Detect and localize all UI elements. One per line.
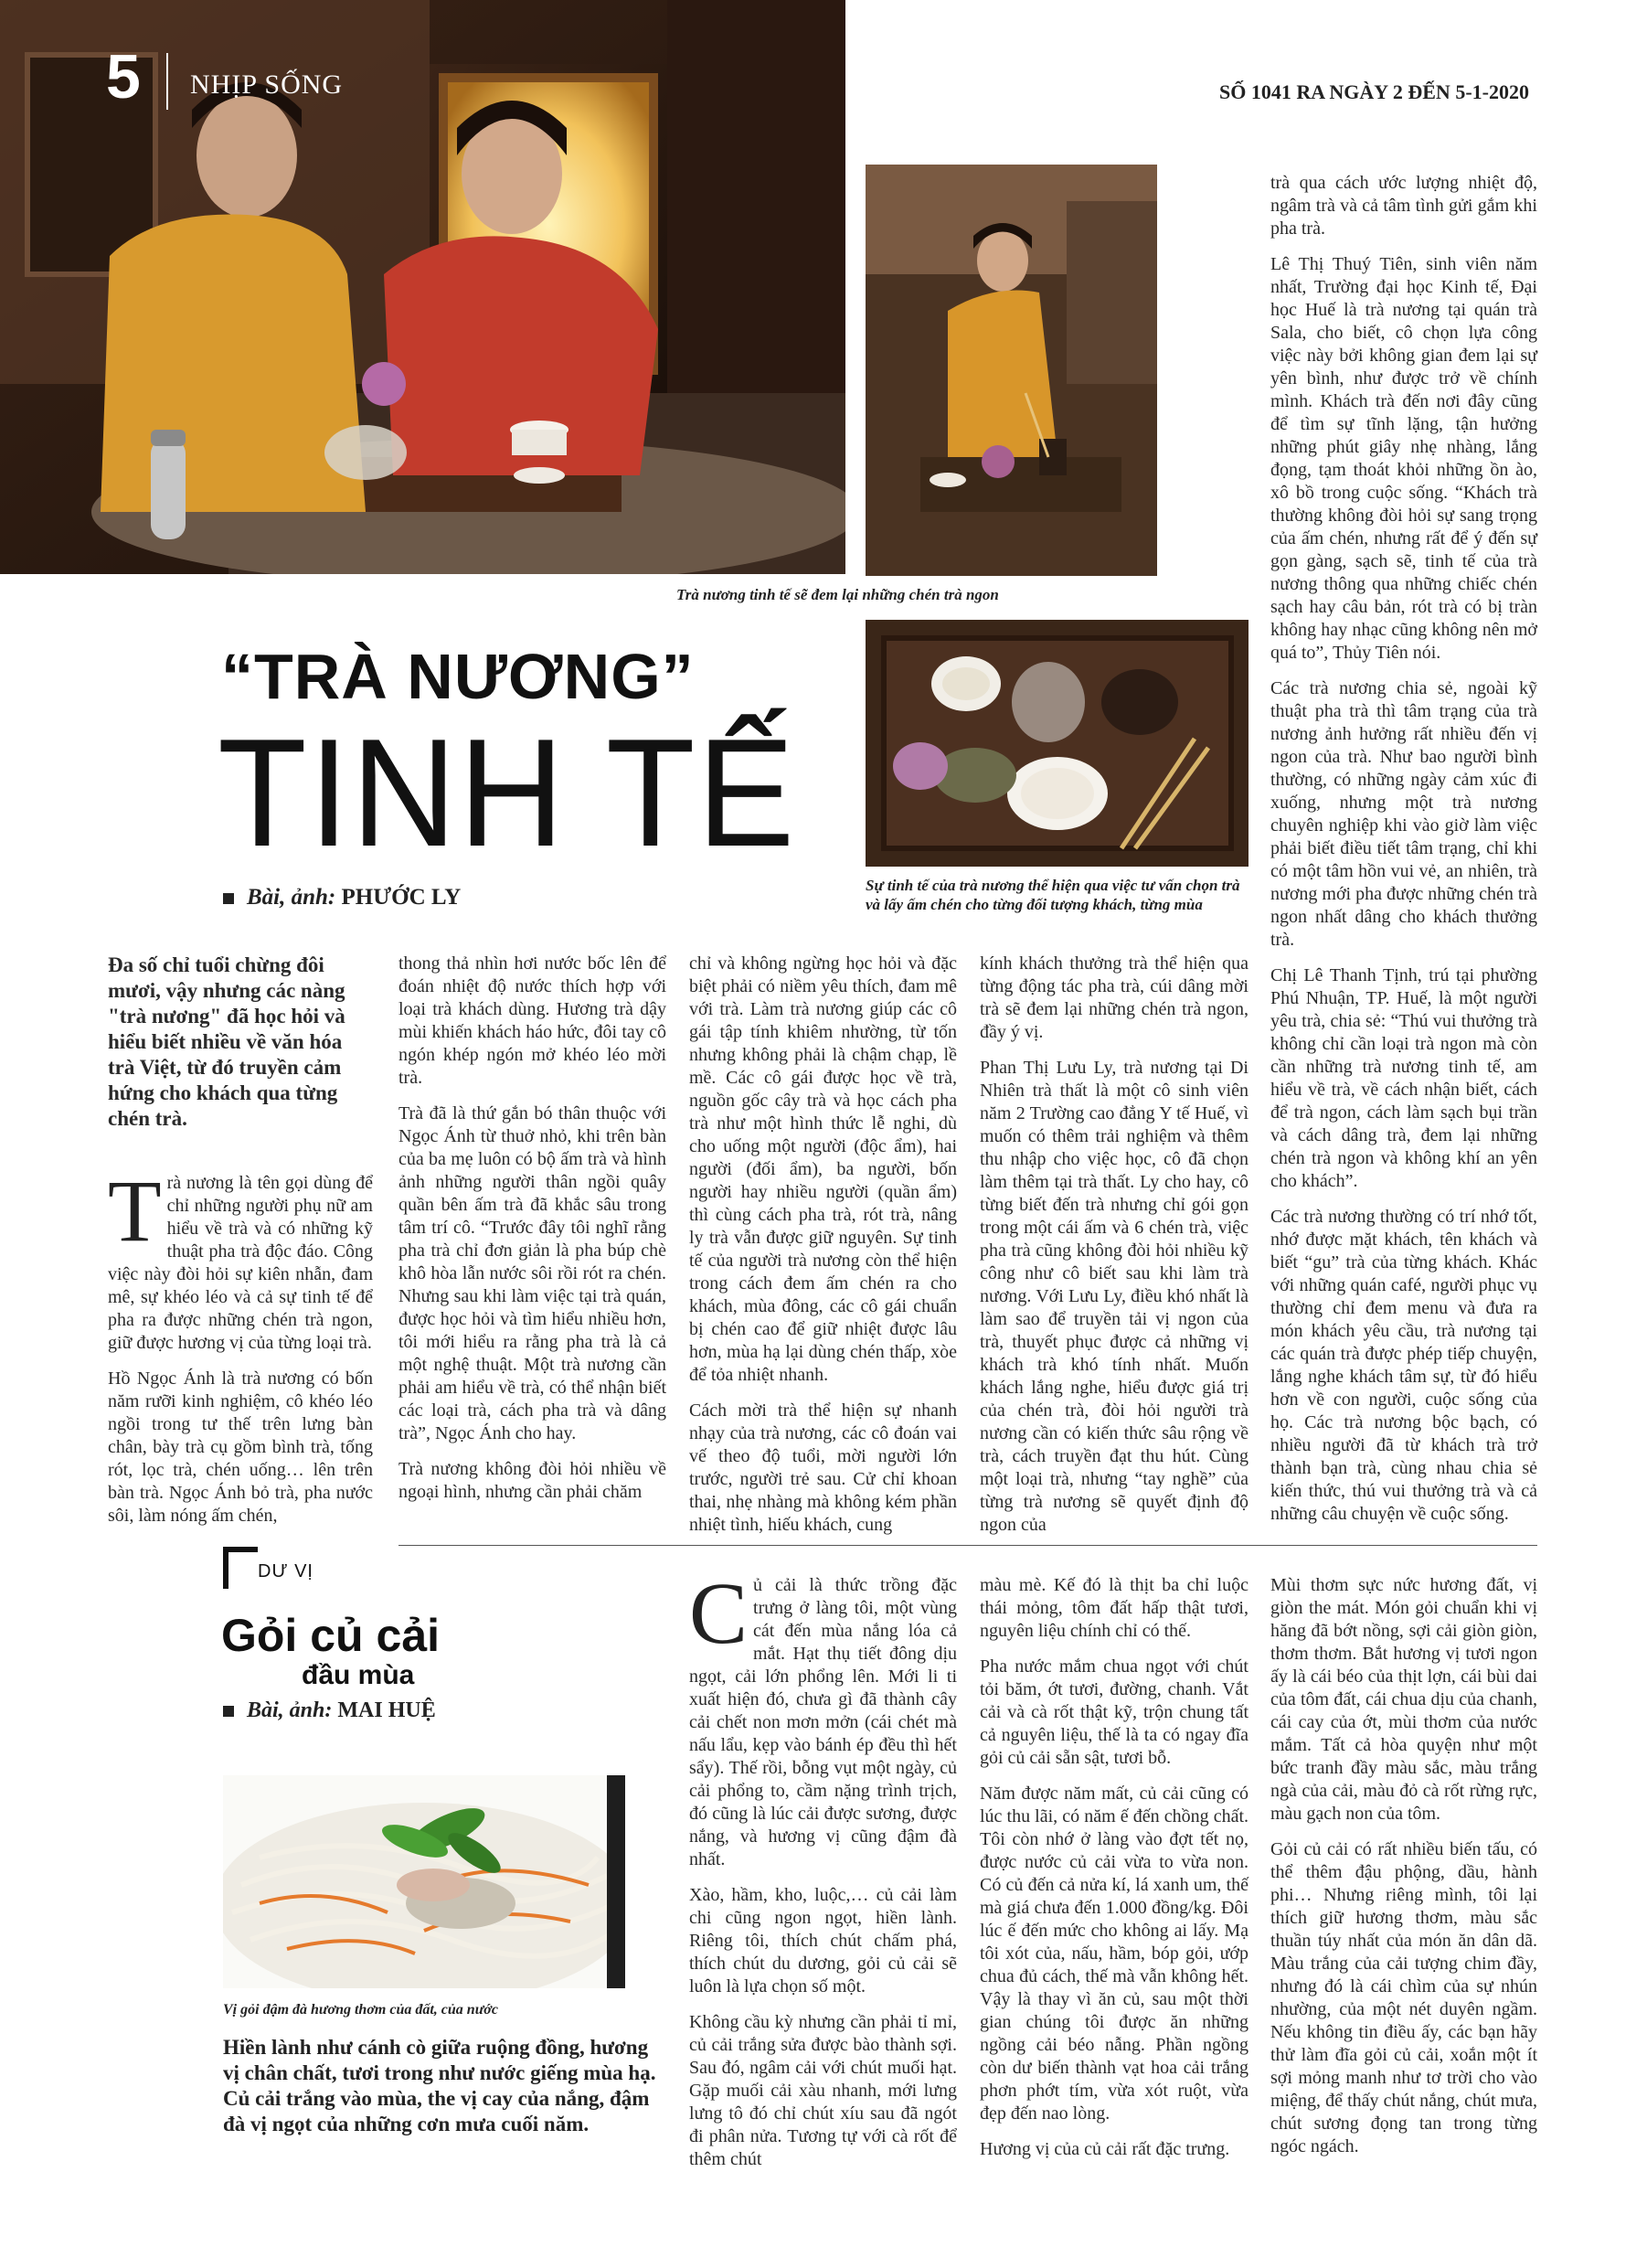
article1-col5-p4: Chị Lê Thanh Tịnh, trú tại phường Phú Nhuận, TP. Huế, là một người yêu trà, chia sẻ: “Thú vui thưởng trà không chỉ cần loại trà ngon mà còn cần những trà nương tinh tế, am hiểu về trà, về cách nhận biết, cách để trà ngon, cách làm sạch bụi trần và cách dâng trà, đem lại những chén trà ngon và không khí an yên cho khách”.	[1270, 965, 1537, 1191]
article-title-line2: TINH TẾ	[218, 706, 797, 878]
article2-column-3	[1270, 1574, 1537, 2171]
article2-lead: Hiền lành như cánh cò giữa ruộng đồng, hương vị chân chất, tươi trong như nước giếng mùa hạ. Củ cải trắng vào mùa, the vị cay của nắng, đậm đà vị ngọt của những cơn mưa cuối năm.	[223, 2036, 656, 2135]
byline-name: PHƯỚC LY	[341, 885, 462, 910]
dropcap-c: C	[689, 1564, 749, 1662]
caption-top-photo: Trà nương tinh tế sẽ đem lại những chén trà ngon	[676, 586, 999, 603]
article1-col1-p2: Hồ Ngọc Ánh là trà nương có bốn năm rưỡi kinh nghiệm, cô khéo léo ngồi trong tư thế trên lưng bàn chân, bày trà cụ gồm bình trà, tống rót, lọc trà, chén uống… lên trên bàn trà. Ngọc Ánh bỏ trà, pha nước sôi, làm nóng ấm chén,	[108, 1368, 373, 1526]
salad-photo-illustration	[223, 1775, 625, 1988]
article1-lead: Đa số chỉ tuổi chừng đôi mươi, vậy nhưng các nàng "trà nương" đã học hỏi và hiểu biết nhiều về văn hóa trà Việt, từ đó truyền cảm hứng cho khách qua từng chén trà.	[108, 953, 345, 1130]
article1-column-1	[108, 953, 373, 1540]
caption-salad-photo: Vị gỏi đậm đà hương thơm của đất, của nước	[223, 2002, 498, 2018]
photo-radish-salad	[223, 1775, 625, 1988]
article2-column-2	[980, 1574, 1249, 2174]
article1-col2-p2: Trà đã là thứ gắn bó thân thuộc với Ngọc Ánh từ thuở nhỏ, khi trên bàn của ba mẹ luôn có bộ ấm trà và hình ảnh những người thân ngồi quây quần bên ấm trà đã khắc sâu trong tâm trí cô. “Trước đây tôi nghĩ rằng pha trà chỉ đơn giản là pha búp chè khô hòa lẫn nước sôi rồi rót ra chén. Nhưng sau khi làm việc tại trà quán, được học hỏi và tìm hiểu nhiều hơn, tôi mới hiểu ra rằng pha trà là cả một nghệ thuật. Một trà nương cần phải am hiểu về trà, có thể nhận biết các loại trà, cách pha trà và dâng trà”, Ngọc Ánh cho hay.	[398, 1103, 666, 1443]
kicker-box	[223, 1547, 258, 1589]
article1-col4-p1: kính khách thưởng trà thể hiện qua từng động tác pha trà, cúi dâng mời trà sẽ đem lại những chén trà ngon, đầy ý vị.	[980, 953, 1249, 1042]
article1-col4-p2: Phan Thị Lưu Ly, trà nương tại Di Nhiên trà thất là một cô sinh viên năm 2 Trường cao đẳng Y tế Huế, vì muốn có thêm trải nghiệm và thêm thu nhập cho việc học, cô đã chọn làm thêm tại trà thất. Ly cho hay, cô từng biết đến trà nhưng chỉ gói gọn trong một cái ấm và 6 chén trà, việc pha trà cũng không đòi hỏi nhiều kỹ công như cô biết sau khi làm trà nương. Với Lưu Ly, điều khó nhất là làm sao để truyền tải vị ngon của trà, thuyết phục được cả những vị khách trà khó tính nhất. Muốn khách lắng nghe, hiểu được giá trị của chén trà, đòi hỏi người trà nương cần có kiến thức sâu rộng về trà, cách truyền đạt thu hút. Cùng một loại trà, nhưng “tay nghề” của từng trà nương sẽ quyết định độ ngon của	[980, 1058, 1249, 1535]
photo-tea-tray	[866, 620, 1249, 867]
byline-square	[223, 893, 234, 904]
article2-title: Gỏi củ cải	[221, 1610, 440, 1661]
section-name: NHỊP SỐNG	[190, 69, 344, 100]
article1-col3-p2: Cách mời trà thể hiện sự nhanh nhạy của trà nương, các cô đoán vai vế theo độ tuổi, mời người lớn trước, người trẻ sau. Cử chỉ khoan thai, nhẹ nhàng mà không kém phần nhiệt tình, hiếu khách, cung	[689, 1400, 957, 1535]
article2-col1-p1: ủ cải là thức trồng đặc trưng ở làng tôi, một vùng cát đến mùa nắng lóa cả mắt. Hạt thụ tiết đông dịu ngọt, cải lớn phổng lên. Mới li ti xuất hiện đó, chưa gì đã thành cây cải chết non mơn mởn (cái chét mà nấu lẩu, kẹp vào bánh ép đều thì hết sẩy). Thế rồi, bỗng vụt một ngày, củ cải phổng to, cầm nặng trình trịch, đó cũng là lúc cải được sương, được nắng, và hương vị cũng đậm đà nhất.	[689, 1575, 957, 1869]
article1-col3-p1: chỉ và không ngừng học hỏi và đặc biệt phải có niềm yêu thích, đam mê với trà. Làm trà nương giúp các cô gái tập tính khiêm nhường, từ tốn nhưng không phải là chậm chạp, lề mề. Các cô gái được học về trà, nguồn gốc cây trà và học cách pha trà như một hình thức lễ nghi, dù cho uống một người (độc ẩm), hai người (đối ẩm), ba người, bốn người hay nhiều người (quần ẩm) thì cùng cách pha trà, rót trà, nâng ly trà vẫn được giữ nguyên. Sự tinh tế của người trà nương còn thể hiện trong cách đem ấm chén ra cho khách, mùa đông, các cô gái chuẩn bị chén cao để giữ nhiệt được lâu hơn, mùa hạ lại dùng chén thấp, xòe để tỏa nhiệt nhanh.	[689, 953, 957, 1385]
article-divider	[398, 1545, 1537, 1546]
tray-photo-illustration	[866, 620, 1249, 867]
article2-col1-p2: Xào, hầm, kho, luộc,… củ cải làm chi cũng ngon ngọt, hiền lành. Riêng tôi, thích chút chấm phá, thích chút du dương, gỏi củ cải sẽ luôn là lựa chọn số một.	[689, 1885, 957, 1996]
article2-col2-p3: Năm được năm mất, củ cải cũng có lúc thu lãi, có năm ế đến chồng chất. Tôi còn nhớ ở làng vào đợt tết nọ, được nước củ cải vừa to vừa non. Có củ đến cả nửa kí, lá xanh um, thế mà giá chưa đến 1.000 đồng/kg. Đôi lúc ế đến mức cho không ai lấy. Mạ tôi xót của, nấu, hầm, bóp gỏi, ướp chua đủ cách, thế mà vẫn không hết. Vậy là thay vì ăn củ, sau một thời gian chúng tôi được ăn những ngồng cải béo nẫng. Phần ngồng còn dư biến thành vạt hoa cải trắng phơn phớt tím, vừa xót ruột, vừa đẹp đến nao lòng.	[980, 1784, 1249, 2124]
article2-col2-p1: màu mè. Kế đó là thịt ba chỉ luộc thái mỏng, tôm đất hấp thật tươi, nguyên liệu chính chỉ có thế.	[980, 1575, 1249, 1641]
article1-col5-p5: Các trà nương thường có trí nhớ tốt, nhớ được mặt khách, tên khách và biết “gu” trà của từng khách. Khác với những quán café, người phục vụ thường chỉ đem menu và đưa ra món khách yêu cầu, trà nương tại các quán trà được phép tiếp chuyện, lắng nghe khách tâm sự, từ đó hiểu hơn về con người, cuộc sống của họ. Các trà nương bộc bạch, có nhiều người đã từ khách trà trở thành bạn trà, cùng nhau chia sẻ kiến thức, thú vui thưởng trà và cả những câu chuyện về cuộc sống.	[1270, 1207, 1537, 1524]
article1-column-5	[1270, 172, 1537, 1539]
article2-subtitle: đầu mùa	[302, 1660, 415, 1690]
header-divider	[166, 53, 168, 110]
article2-col3-p1: Mùi thơm sực nức hương đất, vị giòn the mát. Món gỏi chuẩn khi vị hăng đã bớt nồng, sợi cải giòn giòn, thơm thơm. Bắt hương vị tươi ngon ấy là cái béo của thịt lợn, cái bùi dai của tôm đất, cái chua dịu của chanh, cái cay của ớt, mùi thơm của nước mắm. Tất cả hòa quyện như một bức tranh đầy màu sắc, màu trắng ngà của cải, màu đỏ cà rốt rừng rực, màu gạch non của tôm.	[1270, 1575, 1537, 1824]
byline-label: Bài, ảnh:	[247, 885, 336, 910]
article1-column-2	[398, 953, 666, 1517]
issue-info: SỐ 1041 RA NGÀY 2 ĐẾN 5-1-2020	[1219, 80, 1529, 103]
article2-byline-square	[223, 1706, 234, 1717]
article1-column-4	[980, 953, 1249, 1549]
article2-kicker: DƯ VỊ	[258, 1561, 313, 1581]
byline	[223, 885, 461, 910]
article1-col1-p1: rà nương là tên gọi dùng để chỉ những người phụ nữ am hiểu về trà và có những kỹ thuật pha trà độc đáo. Công việc này đòi hỏi sự kiên nhẫn, đam mê, sự khéo léo và cả sự tinh tế để pha ra được những chén trà ngon, giữ được hương vị của từng loại trà.	[108, 1173, 373, 1353]
article2-byline	[223, 1698, 436, 1723]
article1-column-3	[689, 953, 957, 1549]
pouring-photo-illustration	[866, 165, 1157, 576]
article2-col2-p4: Hương vị của củ cải rất đặc trưng.	[980, 2139, 1230, 2159]
article1-col2-p3: Trà nương không đòi hỏi nhiều về ngoại hình, nhưng cần phải chăm	[398, 1459, 666, 1502]
article2-column-1	[689, 1564, 957, 2184]
article1-col2-p1: thong thả nhìn hơi nước bốc lên để đoán nhiệt độ nước thích hợp với loại trà khách dùng. Hương trà dậy mùi khiến khách háo hức, đôi tay cô ngón khép ngón mở khéo léo mời trà.	[398, 953, 666, 1088]
article1-col5-p1: trà qua cách ước lượng nhiệt độ, ngâm trà và cả tâm tình gửi gắm khi pha trà.	[1270, 173, 1537, 239]
page-number: 5	[106, 42, 141, 112]
photo-tea-girl-pouring	[866, 165, 1157, 576]
caption-tray-photo: Sự tinh tế của trà nương thể hiện qua việc tư vấn chọn trà và lấy ấm chén cho từng đối tượng khách, từng mùa	[866, 877, 1240, 913]
article1-col5-p2: Lê Thị Thuý Tiên, sinh viên năm nhất, Trường đại học Kinh tế, Đại học Huế là trà nương tại quán trà Sala, cho biết, cô chọn lựa công việc này bởi không gian đem lại sự yên bình, như được trở về chính mình. Khách trà đến nơi đây cũng để tìm sự tĩnh lặng, tận hưởng những phút giây nhẹ nhàng, lắng đọng, tạm thoát khỏi những ồn ào, xô bồ trong cuộc sống. “Khách trà thường không đòi hỏi sự sang trọng của ấm chén, nhưng rất để ý đến sự gọn gàng, sạch sẽ, tinh tế của trà nương thông qua những chiếc chén sạch hay câu bản, rót trà có bị tràn không hay nhạc cũng không nên mở quá to”, Thủy Tiên nói.	[1270, 254, 1537, 663]
article2-byline-name: MAI HUỆ	[337, 1698, 436, 1722]
article-title-line1: “TRÀ NƯƠNG”	[221, 641, 695, 712]
article1-col5-p3: Các trà nương chia sẻ, ngoài kỹ thuật pha trà thì tâm trạng của trà nương ảnh hưởng rất nhiều đến vị ngon của trà. Như bao người bình thường, có những ngày cảm xúc đi xuống, nhưng một trà nương chuyên nghiệp khi vào giờ làm việc phải biết điều tiết tâm trạng, chỉ khi có một tâm hồn vui vẻ, an nhiên, trà nương mới pha được những chén trà ngon nhất dâng cho khách thưởng trà.	[1270, 678, 1537, 950]
dropcap-t: T	[108, 1162, 162, 1260]
article2-col1-p3: Không cầu kỳ nhưng cần phải tỉ mỉ, củ cải trắng sửa được bào thành sợi. Sau đó, ngâm cải với chút muối hạt. Gặp muối cải xàu nhanh, mới lưng lưng tô đó chỉ chút xíu sau đã ngót đi phân nửa. Tương tự với cà rốt để thêm chút	[689, 2012, 957, 2169]
article2-byline-label: Bài, ảnh:	[247, 1698, 333, 1722]
article2-col3-p2: Gỏi củ cải có rất nhiều biến tấu, có thể thêm đậu phộng, dầu, hành phi… Nhưng riêng mình, tôi lại thích giữ hương thơm, màu sắc thuần túy nhất của món ăn dân dã. Màu trắng của cải tượng chim đầy, nhưng đó là cái chìm của sự nhún nhường, của một nét duyên ngầm. Nếu không tin điều ấy, các bạn hãy thử làm đĩa gỏi củ cải, xoắn một ít sợi mỏng manh như tơ trời cho vào miệng, để thấy chút nắng, chút mưa, chút sương đọng tan trong từng ngóc ngách.	[1270, 1839, 1537, 2156]
article2-col2-p2: Pha nước mắm chua ngọt với chút tỏi băm, ớt tươi, đường, chanh. Vắt cải và cà rốt thật kỹ, trộn chung tất cả nguyên liệu, thế là ta có ngay đĩa gỏi củ cải sẵn sật, tươi bỗ.	[980, 1656, 1249, 1768]
